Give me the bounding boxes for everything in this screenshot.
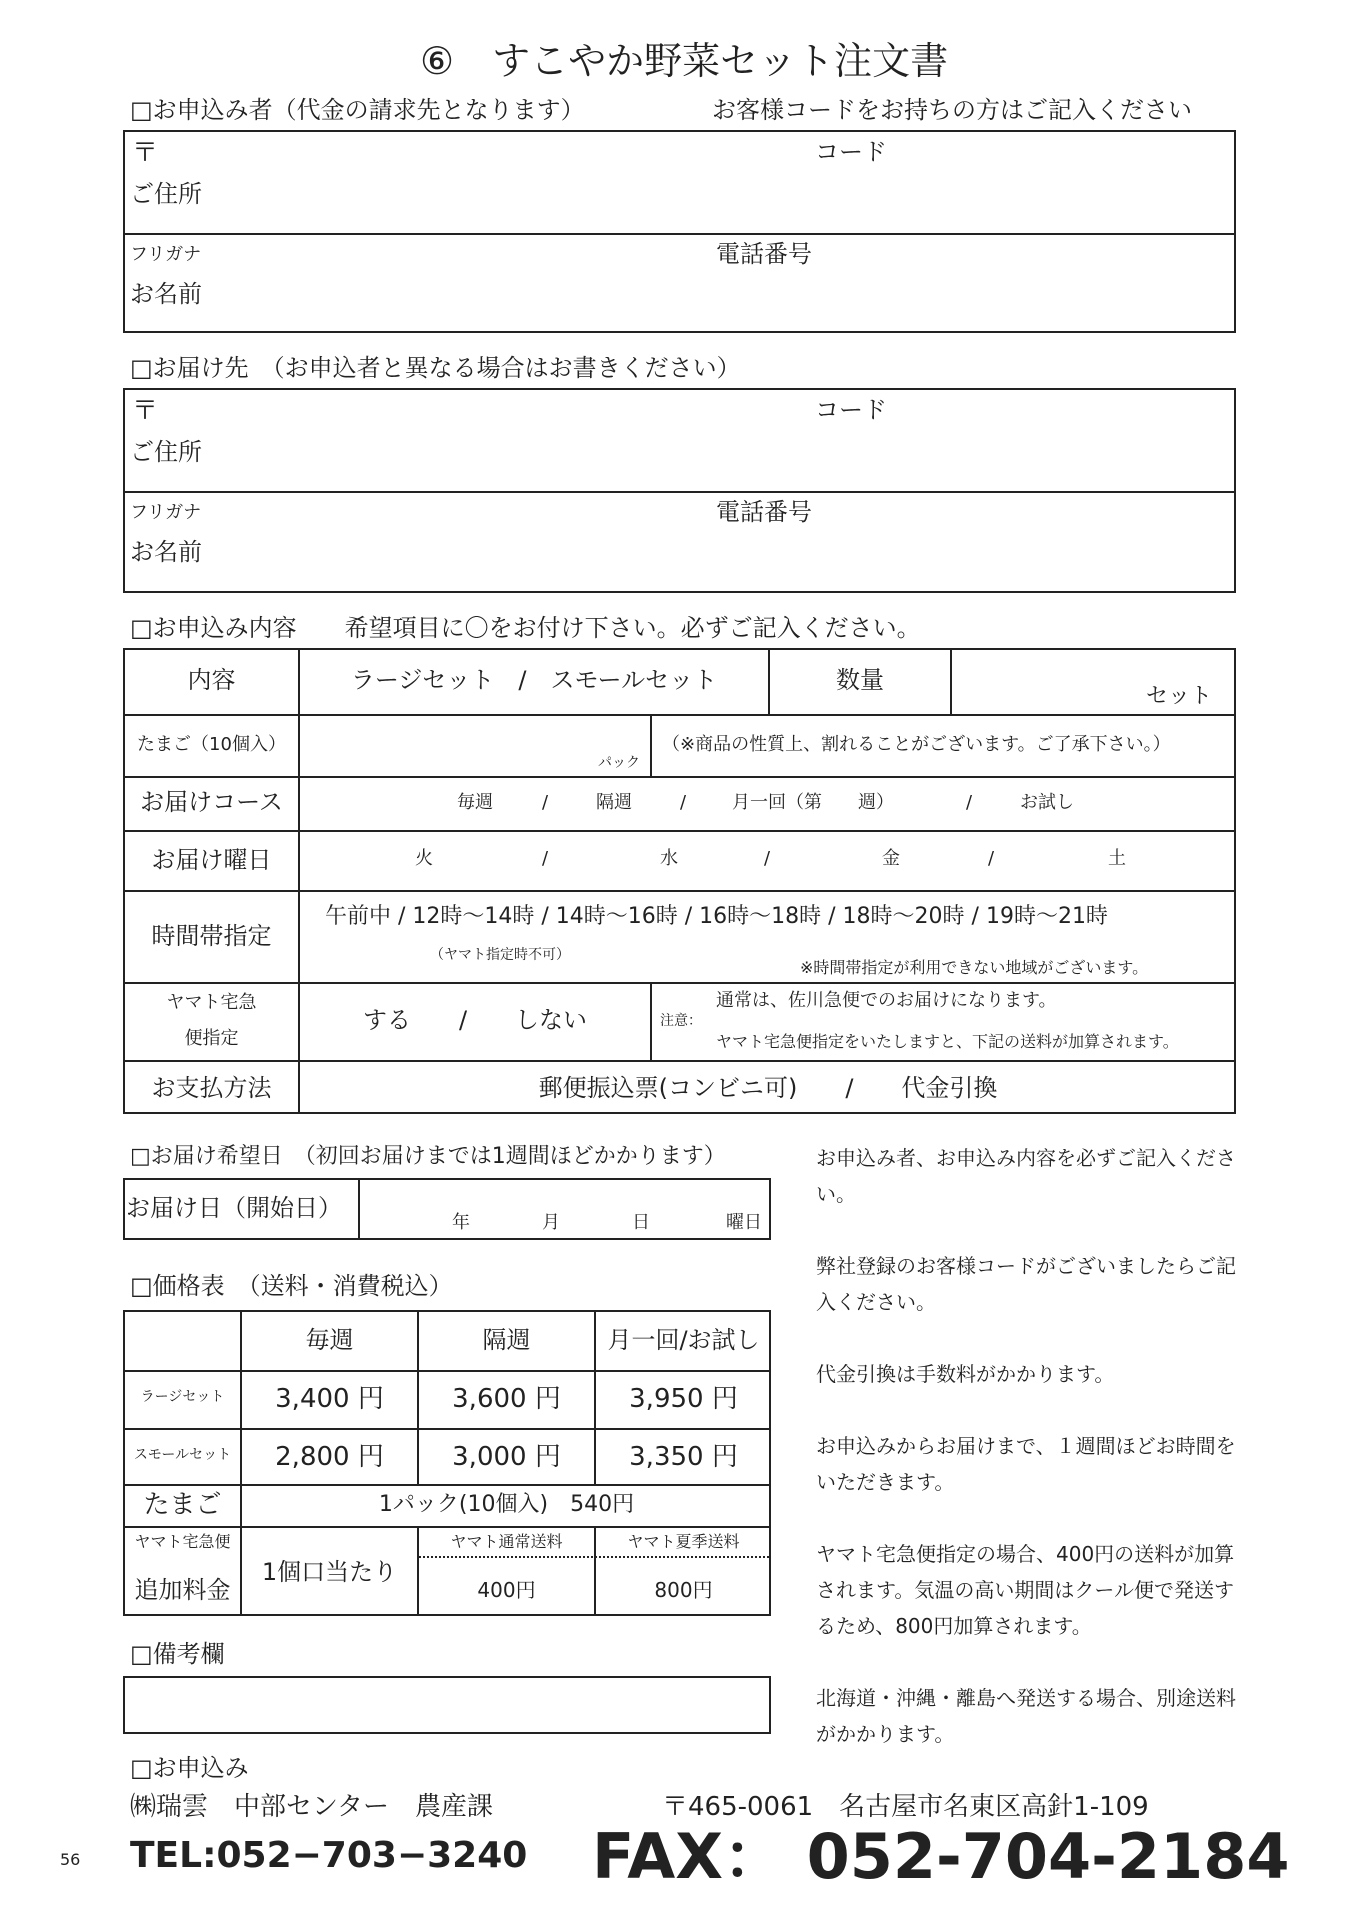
company-address: 〒465-0061 名古屋市名東区高針1-109 — [662, 1792, 1149, 1822]
quantity-unit[interactable]: セット — [1146, 684, 1213, 709]
time-area-note: ※時間帯指定が利用できない地域がございます。 — [800, 958, 1149, 977]
delivery-furigana-label[interactable]: フリガナ — [130, 502, 202, 523]
applicant-phone-label[interactable]: 電話番号 — [716, 240, 812, 268]
day-wed[interactable]: 水 — [660, 848, 678, 869]
delivery-address-label[interactable]: ご住所 — [130, 438, 202, 466]
yamato-label-1: ヤマト宅急 — [166, 992, 257, 1013]
price-yamato-label-1: ヤマト宅急便 — [134, 1532, 231, 1551]
date-day[interactable]: 日 — [632, 1212, 650, 1233]
applicant-box — [123, 130, 1236, 333]
day-fri[interactable]: 金 — [882, 848, 900, 869]
date-month[interactable]: 月 — [542, 1212, 560, 1233]
applicant-heading: □お申込み者（代金の請求先となります） — [130, 96, 585, 124]
price-egg-label: たまご — [143, 1490, 222, 1520]
delivery-to-heading: □お届け先 （お申込者と異なる場合はお書きください） — [130, 354, 741, 382]
price-normal-value: 400円 — [477, 1578, 536, 1602]
applicant-name-label[interactable]: お名前 — [130, 280, 202, 308]
applicant-address-label[interactable]: ご住所 — [130, 180, 202, 208]
egg-unit[interactable]: パック — [598, 755, 640, 771]
delivery-date-label: お届け日（開始日） — [126, 1194, 342, 1222]
price-header-weekly: 毎週 — [305, 1326, 354, 1354]
course-biweekly[interactable]: 隔週 — [596, 792, 632, 813]
quantity-label: 数量 — [836, 666, 884, 694]
note-item: 北海道・沖縄・離島へ発送する場合、別途送料がかかります。 — [816, 1686, 1236, 1746]
applicant-code-label[interactable]: コード — [815, 138, 887, 166]
price-row-label: スモールセット — [133, 1447, 232, 1463]
tel-number[interactable]: TEL:052−703−3240 — [130, 1835, 528, 1876]
day-sep: / — [542, 848, 549, 869]
price-row-label: ラージセット — [140, 1389, 225, 1405]
price-yamato-label-2: 追加料金 — [134, 1576, 231, 1604]
course-monthly[interactable]: 月一回（第 週） — [732, 792, 894, 813]
course-sep: / — [966, 792, 973, 813]
course-sep: / — [680, 792, 687, 813]
content-options[interactable]: ラージセット / スモールセット — [350, 666, 718, 694]
delivery-day-label: お届け曜日 — [151, 846, 272, 874]
price-per-unit: 1個口当たり — [261, 1558, 398, 1586]
company-name: ㈱瑞雲 中部センター 農産課 — [130, 1792, 493, 1822]
delivery-phone-label[interactable]: 電話番号 — [716, 498, 812, 526]
note-item: お申込み者、お申込み内容を必ずご記入ください。 — [816, 1146, 1236, 1206]
course-sep: / — [542, 792, 549, 813]
price-egg-value: 1パック(10個入) 540円 — [378, 1492, 635, 1517]
note-item: お申込みからお届けまで、１週間ほどお時間をいただきます。 — [816, 1434, 1236, 1494]
delivery-name-label[interactable]: お名前 — [130, 538, 202, 566]
time-options[interactable]: 午前中 / 12時〜14時 / 14時〜16時 / 16時〜18時 / 18時〜20時 / 19時〜21時 — [325, 904, 1108, 929]
content-label: 内容 — [187, 666, 236, 694]
day-sep: / — [988, 848, 995, 869]
price-header-biweekly: 隔週 — [482, 1326, 531, 1354]
egg-label: たまご（10個入） — [137, 734, 286, 755]
date-weekday[interactable]: 曜日 — [726, 1212, 762, 1233]
payment-label: お支払方法 — [151, 1074, 272, 1102]
apply-heading: □お申込み — [130, 1754, 249, 1782]
day-tue[interactable]: 火 — [415, 848, 433, 869]
fax-number[interactable]: FAX： 052-704-2184 — [592, 1820, 1290, 1893]
price-cell: 2,800 円 — [275, 1442, 384, 1472]
egg-note: （※商品の性質上、割れることがございます。ご了承下さい。） — [662, 734, 1171, 755]
course-weekly[interactable]: 毎週 — [457, 792, 493, 813]
delivery-postal-mark: 〒 — [132, 396, 159, 426]
yamato-label-2: 便指定 — [184, 1028, 239, 1049]
price-header-monthly: 月一回/お試し — [607, 1326, 760, 1354]
caution-label: 注意： — [660, 1013, 702, 1029]
day-sep: / — [764, 848, 771, 869]
remarks-heading: □備考欄 — [130, 1640, 225, 1668]
day-sat[interactable]: 土 — [1108, 848, 1126, 869]
notes-column — [816, 1140, 1236, 1752]
price-summer-label: ヤマト夏季送料 — [627, 1532, 740, 1551]
time-label: 時間帯指定 — [151, 922, 272, 950]
delivery-code-label[interactable]: コード — [815, 396, 887, 424]
price-cell: 3,400 円 — [275, 1384, 384, 1414]
order-heading: □お申込み内容 希望項目に〇をお付け下さい。必ずご記入ください。 — [130, 614, 921, 642]
note-item: 弊社登録のお客様コードがございましたらご記入ください。 — [816, 1254, 1236, 1314]
remarks-box[interactable] — [123, 1676, 771, 1734]
note-item: 代金引換は手数料がかかります。 — [816, 1362, 1115, 1386]
price-summer-value: 800円 — [654, 1578, 713, 1602]
delivery-date-heading: □お届け希望日 （初回お届けまでは1週間ほどかかります） — [130, 1144, 726, 1169]
date-year[interactable]: 年 — [452, 1212, 470, 1233]
caution-line-1: 通常は、佐川急便でのお届けになります。 — [716, 990, 1057, 1011]
page-number: 56 — [60, 1850, 81, 1869]
note-item: ヤマト宅急便指定の場合、400円の送料が加算されます。気温の高い期間はクール便で発送するため、800円加算されます。 — [816, 1542, 1235, 1638]
price-normal-label: ヤマト通常送料 — [450, 1532, 563, 1551]
course-trial[interactable]: お試し — [1020, 792, 1074, 813]
payment-options[interactable]: 郵便振込票(コンビニ可) / 代金引換 — [538, 1074, 998, 1102]
price-cell: 3,950 円 — [629, 1384, 738, 1414]
applicant-postal-mark: 〒 — [132, 138, 159, 168]
price-cell: 3,350 円 — [629, 1442, 738, 1472]
customer-code-note: お客様コードをお持ちの方はご記入ください — [712, 96, 1192, 124]
time-sub-note: （ヤマト指定時不可） — [430, 947, 570, 963]
course-label: お届けコース — [140, 788, 283, 816]
yamato-options[interactable]: する / しない — [362, 1006, 588, 1034]
caution-line-2: ヤマト宅急便指定をいたしますと、下記の送料が加算されます。 — [716, 1032, 1179, 1051]
price-heading: □価格表 （送料・消費税込） — [130, 1272, 453, 1300]
applicant-furigana-label[interactable]: フリガナ — [130, 244, 202, 265]
price-cell: 3,600 円 — [452, 1384, 561, 1414]
page-title: ⑥ すこやか野菜セット注文書 — [420, 39, 949, 83]
price-cell: 3,000 円 — [452, 1442, 561, 1472]
